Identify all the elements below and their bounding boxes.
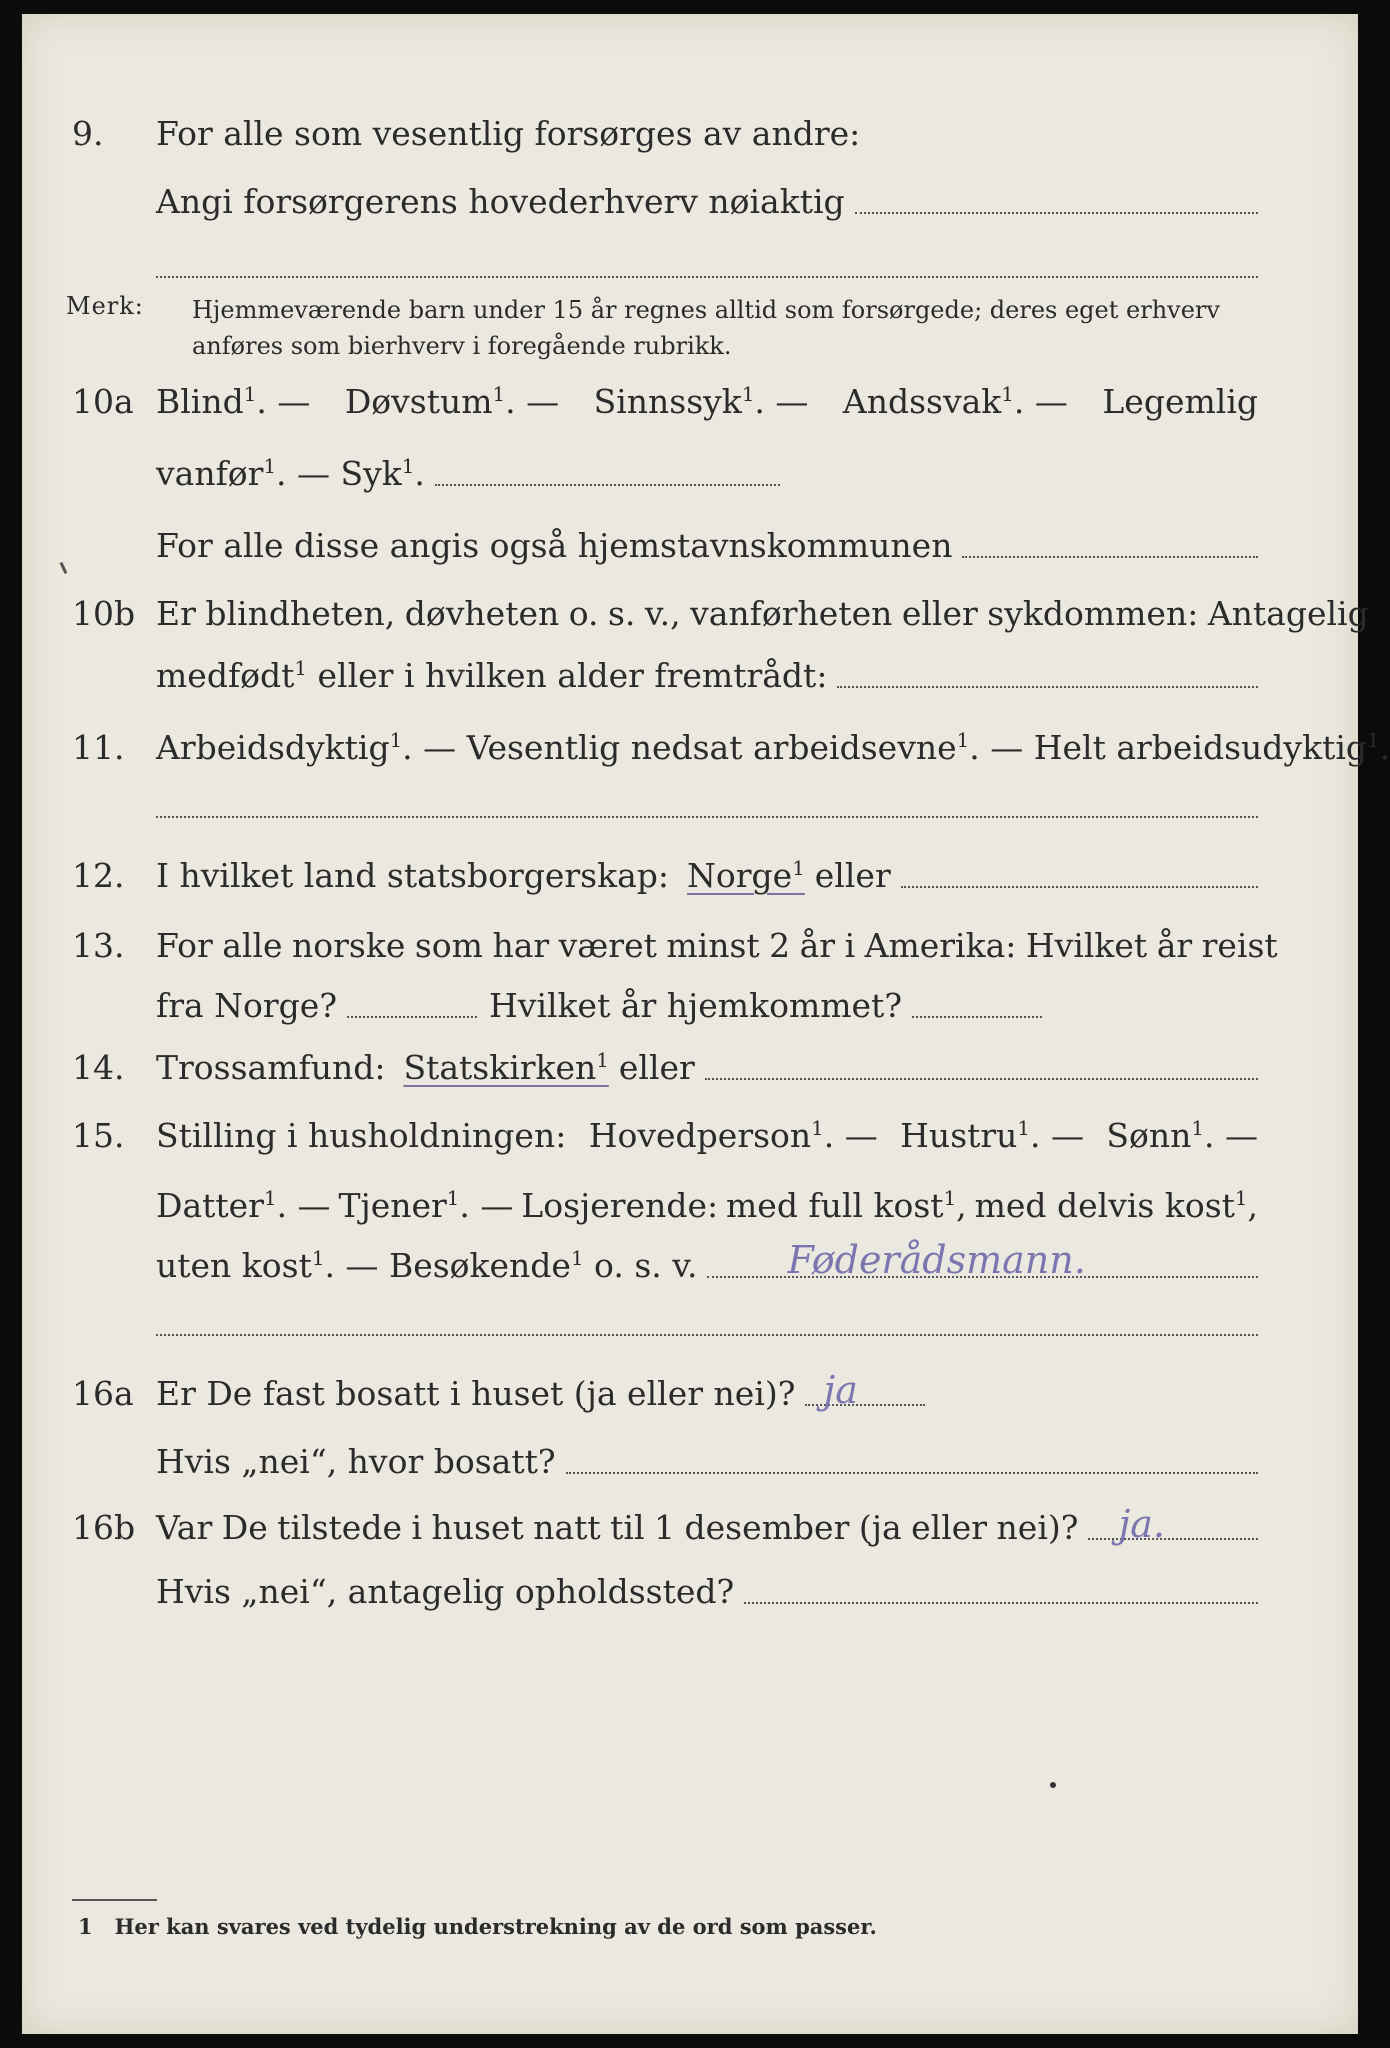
q15-hustru: Hustru$^1$. —: [900, 1116, 1084, 1155]
q16b-opholdssted-field[interactable]: [744, 1602, 1258, 1604]
q10a-blind: Blind$^1$. —: [156, 382, 311, 421]
q16b-line2: Hvis „nei“, antagelig opholdssted?: [156, 1572, 735, 1611]
q10a-dovstum: Døvstum$^1$. —: [344, 382, 560, 421]
q16a-answer-field[interactable]: [805, 1368, 925, 1412]
q16b-answer-field[interactable]: [1088, 1502, 1258, 1546]
q10a-legemlig: Legemlig: [1102, 382, 1258, 421]
q9-extra-line: [156, 276, 1258, 278]
q10a-number: 10a: [72, 382, 134, 421]
q9-answer-field[interactable]: [855, 212, 1258, 214]
q15-answer-field[interactable]: [707, 1238, 1258, 1282]
q15-full-kost: med full kost$^1$,: [726, 1186, 967, 1225]
footnote: [78, 1914, 877, 1939]
q10a-line3: For alle disse angis også hjemstavnskommunen: [156, 526, 953, 565]
q15-uten-kost: uten kost$^1$. — Besøkende$^1$ o. s. v.: [156, 1246, 698, 1285]
q12-eller: eller: [814, 856, 891, 895]
q15-datter: Datter$^1$. —: [156, 1186, 331, 1225]
q11-text: Arbeidsdyktig$^1$. — Vesentlig nedsat arbeidsevne$^1$. — Helt arbeidsudyktig$^1$.: [156, 728, 1390, 767]
q9-number: 9.: [72, 114, 104, 153]
q15-number: 15.: [72, 1116, 125, 1155]
q10a-vanfor: vanfør$^1$. — Syk$^1$.: [156, 454, 425, 493]
q12-answer-field[interactable]: [901, 886, 1258, 888]
q10b-number: 10b: [72, 594, 136, 633]
q15-sonn: Sønn$^1$. —: [1106, 1116, 1258, 1155]
q15-losjerende: Losjerende:: [521, 1186, 719, 1225]
q14-eller: eller: [618, 1048, 695, 1087]
q16b-handwritten-answer: ja.: [1118, 1502, 1165, 1546]
merk-label: Merk:: [66, 292, 144, 320]
q12-text: I hvilket land statsborgerskap:: [156, 856, 670, 895]
q10a-kommune-field[interactable]: [962, 556, 1258, 558]
footnote-rule: [72, 1899, 157, 1901]
q12-number: 12.: [72, 856, 125, 895]
q13-line1: For alle norske som har været minst 2 år i Amerika: Hvilket år reist: [156, 926, 1278, 965]
q14-number: 14.: [72, 1048, 125, 1087]
q10b-line2: medfødt$^1$ eller i hvilken alder fremtrådt:: [156, 656, 828, 695]
q15-tjener: Tjener$^1$. —: [338, 1186, 514, 1225]
q16b-line1: Var De tilstede i huset natt til 1 desember (ja eller nei)?: [156, 1508, 1079, 1547]
q14-text: Trossamfund:: [156, 1048, 386, 1087]
q15-delvis-kost: med delvis kost$^1$,: [974, 1186, 1258, 1225]
q16a-bosatt-field[interactable]: [566, 1472, 1258, 1474]
margin-mark: [60, 562, 68, 574]
q16a-line1: Er De fast bosatt i huset (ja eller nei)?: [156, 1374, 796, 1413]
footnote-mark: 1: [78, 1914, 93, 1939]
merk-text: Hjemmeværende barn under 15 år regnes alltid som forsørgede; deres eget erhverv anføres som bierhverv i foregående rubrikk.: [192, 296, 1220, 360]
ink-dot: [1050, 1782, 1056, 1788]
q16b-number: 16b: [72, 1508, 136, 1547]
footnote-text: Her kan svares ved tydelig understrekning av de ord som passer.: [114, 1914, 877, 1939]
q12-norge: Norge$^1$: [687, 856, 805, 895]
q10a-andssvak: Andssvak$^1$. —: [842, 382, 1068, 421]
q13-line2a: fra Norge?: [156, 986, 338, 1025]
q10a-sinnssyk: Sinnssyk$^1$. —: [593, 382, 809, 421]
q13-number: 13.: [72, 926, 125, 965]
q10b-answer-field[interactable]: [837, 686, 1258, 688]
q10a-syk-field[interactable]: [435, 484, 780, 486]
q16a-line2: Hvis „nei“, hvor bosatt?: [156, 1442, 556, 1481]
q13-line2b: Hvilket år hjemkommet?: [489, 986, 903, 1025]
q9-line1: For alle som vesentlig forsørges av andre:: [156, 114, 861, 153]
q13-reist-field[interactable]: [347, 1016, 477, 1018]
q15-extra-line[interactable]: [156, 1334, 1258, 1336]
census-form-page: [22, 14, 1390, 2034]
q15-stilling: Stilling i husholdningen:: [156, 1116, 567, 1155]
q9-line2: Angi forsørgerens hovederhverv nøiaktig: [156, 182, 845, 221]
q16a-handwritten-answer: ja: [823, 1368, 858, 1412]
q11-number: 11.: [72, 728, 125, 767]
q16a-number: 16a: [72, 1374, 134, 1413]
q15-hovedperson: Hovedperson$^1$. —: [588, 1116, 878, 1155]
q14-answer-field[interactable]: [705, 1078, 1258, 1080]
q10b-line1: Er blindheten, døvheten o. s. v., vanførheten eller sykdommen: Antagelig: [156, 594, 1369, 633]
q15-handwritten-answer: Føderådsmann.: [787, 1238, 1086, 1282]
q14-statskirken: Statskirken$^1$: [403, 1048, 609, 1087]
q11-answer-line[interactable]: [156, 816, 1258, 818]
q13-hjemkommet-field[interactable]: [912, 1016, 1042, 1018]
